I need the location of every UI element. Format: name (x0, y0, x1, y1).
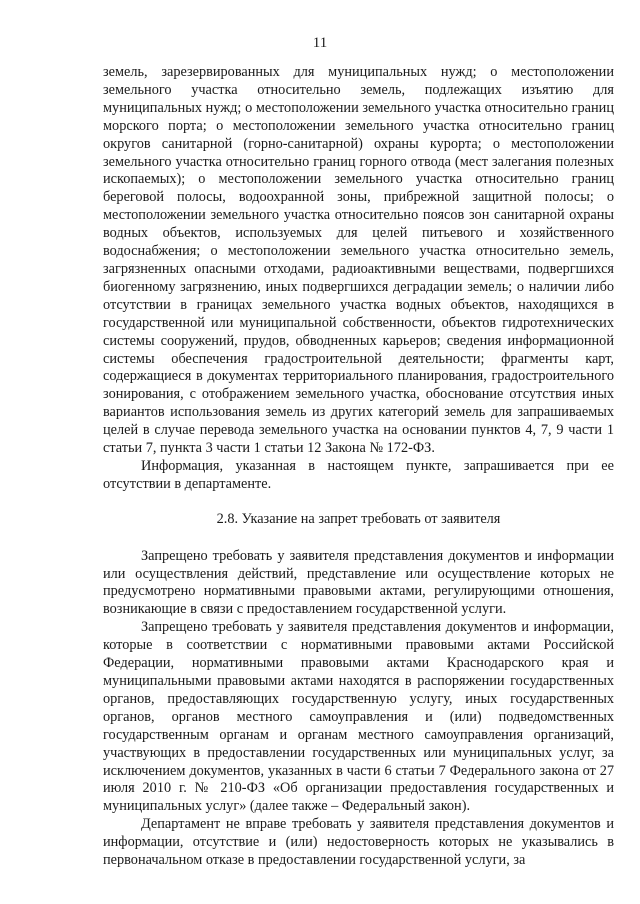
section-heading: 2.8. Указание на запрет требовать от заявителя (216, 510, 501, 527)
paragraph-continuation: земель, зарезервированных для муниципальных нужд; о местоположении земельного участка относительно земель, подлежащих изъятию для муниципальных нужд; о местоположении земельного участка относительно границ морского порта; о местоположении земельного участка относительно границ округов санитарной (горно-санитарной) охраны курорта; о местоположении земельного участка относительно границ горного отвода (мест залегания полезных ископаемых); о местоположении земельного участка относительно границ береговой полосы, водоохранной зоны, прибрежной защитной полосы; о местоположении земельного участка относительно поясов зон санитарной охраны водных объектов, используемых для целей питьевого и хозяйственного водоснабжения; о местоположении земельного участка относительно земель, загрязненных опасными отходами, радиоактивными веществами, подвергшихся биогенному загрязнению, иных подвергшихся деградации земель; о наличии либо отсутствии в границах земельного участка водных объектов, находящихся в государственной или муниципальной собственности, объектов гидротехнических системы сооружений, прудов, обводненных карьеров; сведения информационной системы обеспечения градостроительной деятельности; фрагменты карт, содержащиеся в документах территориального планирования, градостроительного зонирования, с отображением земельного участка, обоснование отсутствия иных вариантов использования земель из других категорий земель для запрашиваемых целей в случае перевода земельного участка на основании пунктов 4, 7, 9 части 1 статьи 7, пункта 3 части 1 статьи 12 Закона № 172-ФЗ. (103, 64, 614, 457)
paragraph-prohibition-1: Запрещено требовать у заявителя представления документов и информации или осуществления действий, представление или осуществление которых не предусмотрено нормативными правовыми актами, регулирующими отношения, возникающие в связи с предоставлением государственной услуги. (103, 547, 614, 618)
paragraph-information: Информация, указанная в настоящем пункте, запрашивается при ее отсутствии в департаменте. (103, 457, 614, 492)
page-number: 11 (312, 35, 328, 51)
document-body (103, 64, 614, 870)
paragraph-prohibition-2: Запрещено требовать у заявителя представления документов и информации, которые в соответствии с нормативными правовыми актами Российской Федерации, нормативными правовыми актами Краснодарского края и муниципальными правовыми актами находятся в распоряжении государственных органов, предоставляющих государственную услугу, иных государственных органов, органов местного самоуправления и (или) подведомственных государственным органам и органам местного самоуправления организаций, участвующих в предоставлении государственных или муниципальных услуг, за исключением документов, указанных в части 6 статьи 7 Федерального закона от 27 июля 2010 г. № 210-ФЗ «Об организации предоставления государственных и муниципальных услуг» (далее также – Федеральный закон). (103, 619, 614, 815)
paragraph-department: Департамент не вправе требовать у заявителя представления документов и информации, отсутствие и (или) недостоверность которых не указывались в первоначальном отказе в предоставлении государственной услуги, за (103, 816, 614, 869)
